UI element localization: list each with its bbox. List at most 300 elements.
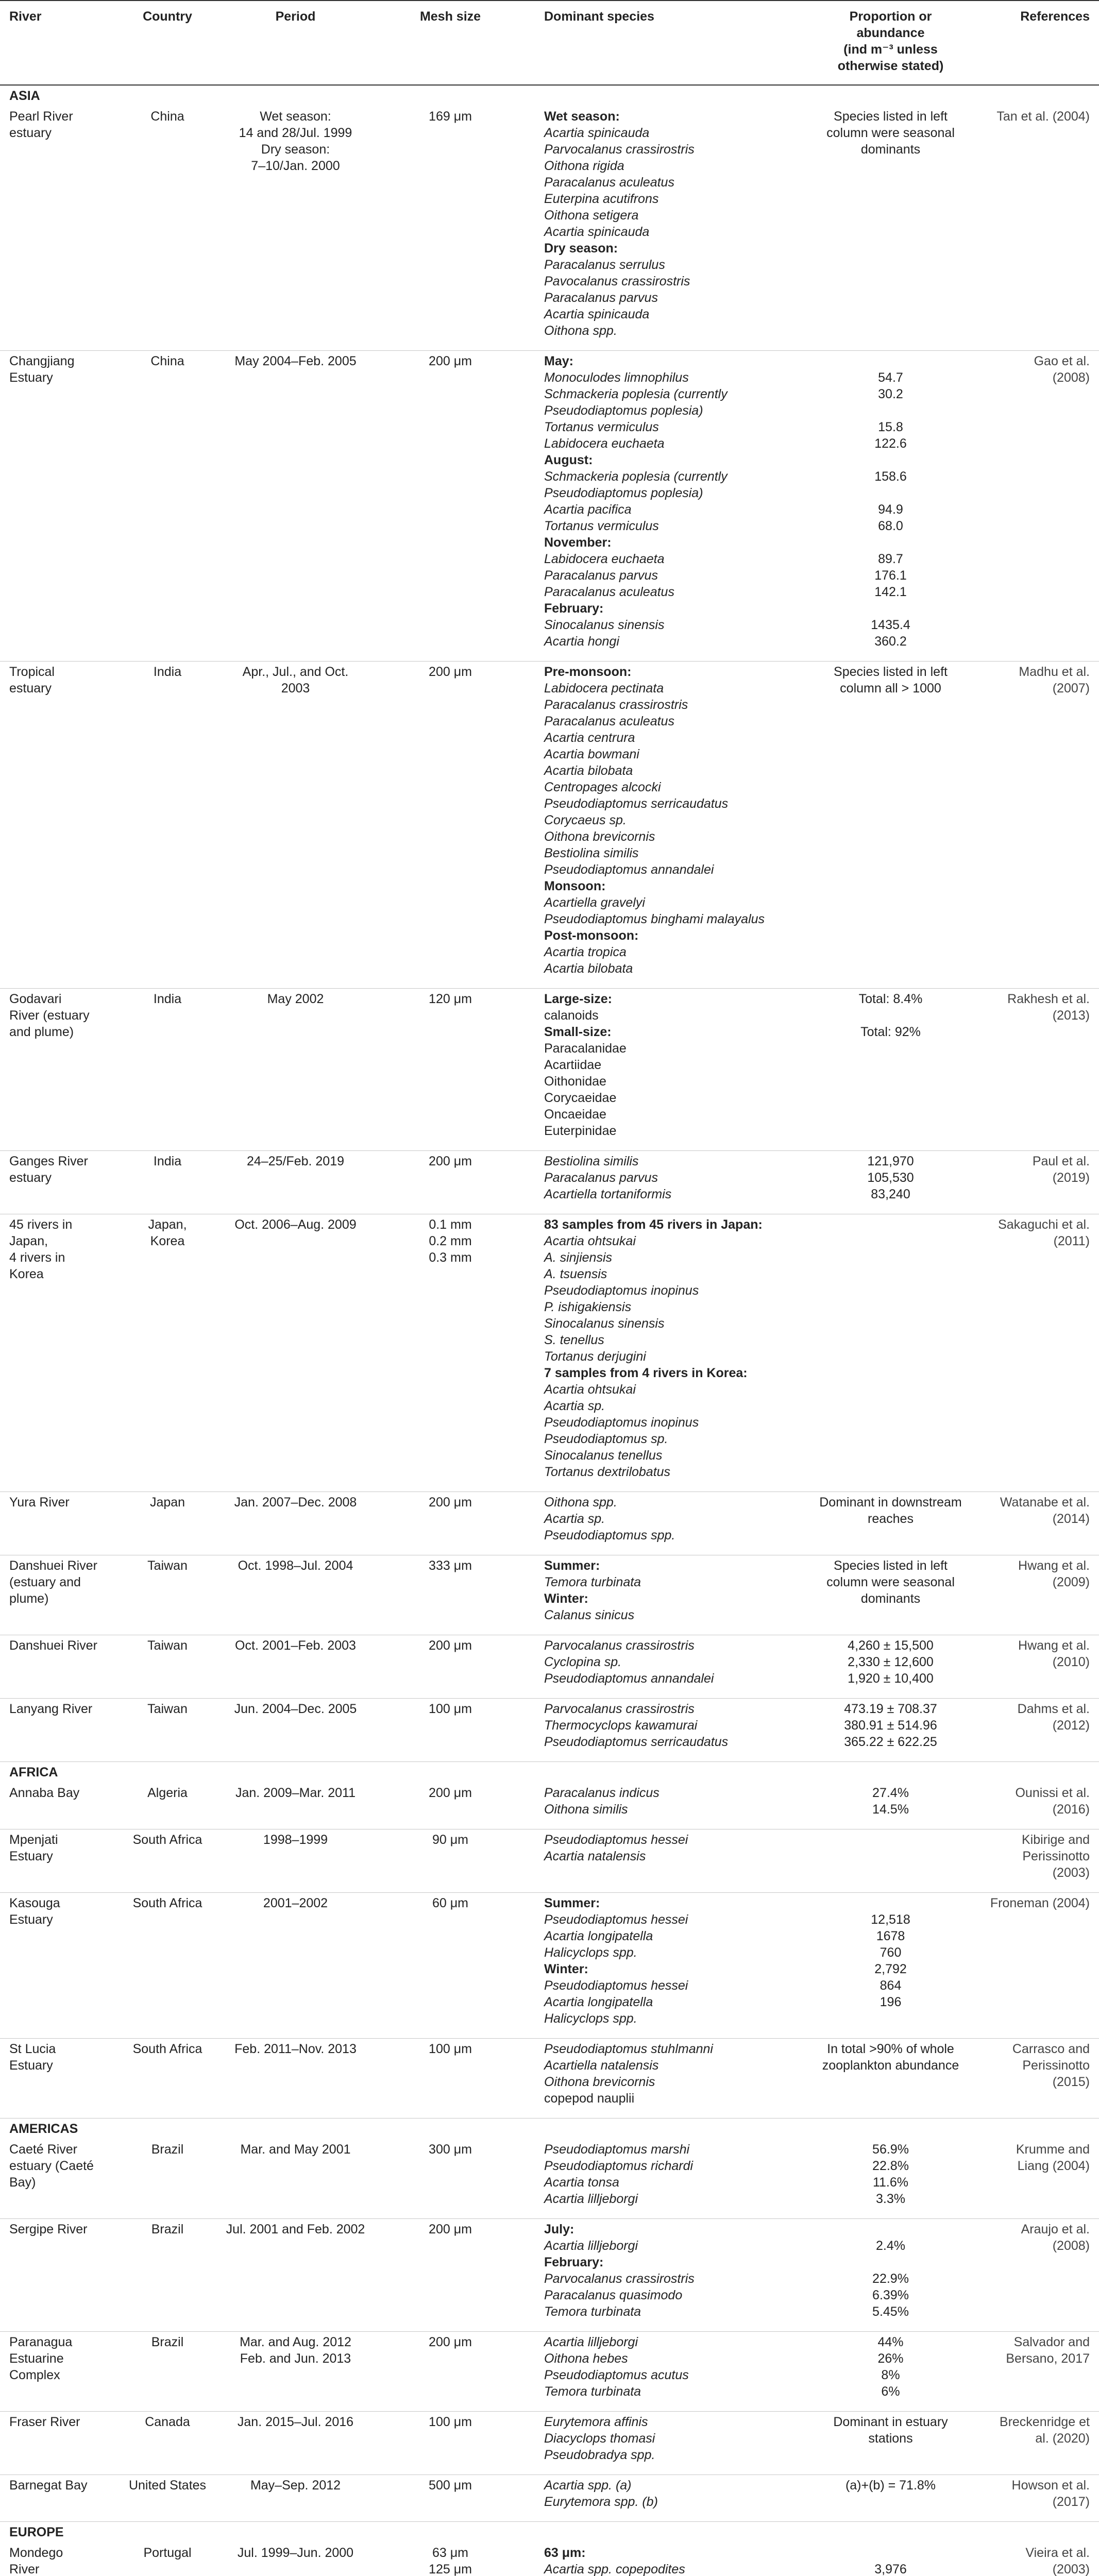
river-cell	[0, 1893, 116, 2039]
period-cell	[219, 2139, 372, 2219]
river-cell	[0, 2332, 116, 2412]
mesh-size-line: 300 μm	[429, 2142, 472, 2157]
region-name: EUROPE	[9, 2525, 64, 2539]
country-cell	[116, 2332, 219, 2412]
species-name: Oncaeidae	[544, 1107, 606, 1122]
species-name: Acartia lilljeborgi	[544, 2239, 638, 2253]
abundance-value: 365.22 ± 622.25	[844, 1735, 937, 1749]
species-group-label: November:	[544, 535, 612, 550]
species-name: Acartiella natalensis	[544, 2058, 659, 2073]
period-line: Jul. 2001 and Feb. 2002	[226, 2222, 365, 2236]
proportion-cell	[802, 1555, 979, 1635]
abundance-value: 6.39%	[872, 2288, 909, 2302]
mesh-cell	[372, 2139, 529, 2219]
abundance-value: 6%	[881, 2384, 900, 2399]
abundance-value	[805, 402, 976, 419]
mesh-cell	[372, 1783, 529, 1829]
proportion-note-line: zooplankton abundance	[822, 2058, 959, 2073]
river-name-line: Estuary	[9, 1912, 53, 1927]
species-name: Paracalanus serrulus	[544, 258, 665, 272]
period-line: Jan. 2007–Dec. 2008	[234, 1495, 357, 1510]
abundance-value	[805, 534, 976, 551]
mesh-cell	[372, 2412, 529, 2475]
species-group-label: February:	[544, 601, 604, 616]
river-cell	[0, 106, 116, 351]
species-name: Halicyclops spp.	[544, 2011, 637, 2026]
reference-line: (2008)	[1052, 370, 1090, 385]
proportion-note-line: stations	[868, 2431, 913, 2446]
abundance-value: 3,976	[874, 2562, 907, 2576]
period-cell	[219, 2412, 372, 2475]
period-line: Jul. 1999–Jun. 2000	[237, 2546, 354, 2560]
species-name: Sinocalanus sinensis	[544, 618, 665, 632]
table-row	[0, 2039, 1099, 2119]
mesh-size-line: 200 μm	[429, 665, 472, 679]
river-cell	[0, 2475, 116, 2522]
reference-cell	[979, 2412, 1099, 2475]
country-cell	[116, 2475, 219, 2522]
proportion-cell	[802, 2139, 979, 2219]
species-name: Pseudodiaptomus hessei	[544, 1833, 688, 1847]
species-name: Acartia bilobata	[544, 764, 633, 778]
period-line: 2001–2002	[263, 1896, 328, 1910]
reference-cell	[979, 1151, 1099, 1214]
mesh-size-line: 100 μm	[429, 1702, 472, 1716]
abundance-value: 54.7	[878, 370, 903, 385]
proportion-note-line: Dominant in estuary	[833, 2415, 948, 2429]
river-cell	[0, 1829, 116, 1893]
species-cell	[529, 2219, 802, 2332]
period-cell	[219, 1783, 372, 1829]
country-cell	[116, 1492, 219, 1555]
species-name: Pseudodiaptomus annandalei	[544, 1671, 714, 1686]
reference-line: Rakhesh et al.	[1007, 992, 1090, 1006]
country-cell	[116, 1783, 219, 1829]
species-cell	[529, 1151, 802, 1214]
country-cell	[116, 2412, 219, 2475]
period-line: Oct. 1998–Jul. 2004	[238, 1558, 353, 1573]
mesh-cell	[372, 1893, 529, 2039]
country-cell	[116, 2039, 219, 2119]
abundance-value	[805, 1216, 976, 1233]
species-name: Labidocera euchaeta	[544, 436, 665, 451]
country-name: Canada	[145, 2415, 190, 2429]
reference-line: (2012)	[1052, 1718, 1090, 1733]
river-name-line: and plume)	[9, 1025, 74, 1039]
species-name: Paracalanus parvus	[544, 291, 658, 305]
species-cell	[529, 2412, 802, 2475]
country-name: India	[153, 1154, 182, 1168]
country-name: Taiwan	[147, 1638, 188, 1653]
reference-line: (2010)	[1052, 1655, 1090, 1669]
species-name: Paracalanus aculeatus	[544, 585, 674, 599]
period-line: Dry season:	[261, 142, 330, 157]
region-name: AMERICAS	[9, 2122, 78, 2136]
species-name: Pseudodiaptomus poplesia)	[544, 486, 703, 500]
species-name: copepod nauplii	[544, 2091, 635, 2106]
abundance-value: 473.19 ± 708.37	[844, 1702, 937, 1716]
river-name-line: Ganges River	[9, 1154, 88, 1168]
species-name: Oithona brevicornis	[544, 829, 655, 844]
species-name: Acartia hongi	[544, 634, 619, 649]
abundance-value: 176.1	[874, 568, 907, 583]
species-name: Acartiidae	[544, 1058, 602, 1072]
reference-cell	[979, 989, 1099, 1151]
species-name: Tortanus vermiculus	[544, 420, 659, 434]
table-row	[0, 2332, 1099, 2412]
species-name: Cyclopina sp.	[544, 1655, 622, 1669]
proportion-note-line: Species listed in left	[834, 665, 948, 679]
river-name-line: Tropical	[9, 665, 55, 679]
reference-line: Sakaguchi et al.	[998, 1217, 1090, 1232]
abundance-value	[805, 1249, 976, 1266]
country-name: India	[153, 992, 182, 1006]
species-name: Acartia ohtsukai	[544, 1234, 636, 1248]
river-name-line: Annaba Bay	[9, 1786, 80, 1800]
river-cell	[0, 2543, 116, 2576]
river-name-line: (estuary and	[9, 1575, 81, 1589]
species-name: Tortanus dextrilobatus	[544, 1465, 671, 1479]
proportion-note-line: dominants	[860, 1591, 921, 1606]
species-name: Parvocalanus crassirostris	[544, 1702, 695, 1716]
reference-line: al. (2020)	[1035, 2431, 1090, 2446]
species-name: Pseudodiaptomus serricaudatus	[544, 796, 729, 811]
abundance-value	[805, 353, 976, 369]
table-row	[0, 351, 1099, 662]
species-cell	[529, 1492, 802, 1555]
reference-cell	[979, 1829, 1099, 1893]
proportion-cell	[802, 662, 979, 989]
abundance-value	[805, 452, 976, 468]
species-name: Oithona rigida	[544, 159, 624, 173]
reference-line: Vieira et al.	[1025, 2546, 1090, 2560]
mesh-size-line: 200 μm	[429, 1638, 472, 1653]
mesh-size-line: 200 μm	[429, 1495, 472, 1510]
period-line: Jun. 2004–Dec. 2005	[234, 1702, 357, 1716]
species-name: Acartia sp.	[544, 1512, 605, 1526]
species-name: Acartia bowmani	[544, 747, 639, 761]
country-cell	[116, 2543, 219, 2576]
period-line: 2003	[281, 681, 310, 696]
species-group-label: February:	[544, 2255, 604, 2269]
country-name: South Africa	[132, 1833, 202, 1847]
species-group-label: 7 samples from 4 rivers in Korea:	[544, 1366, 748, 1380]
species-name: Labidocera pectinata	[544, 681, 664, 696]
mesh-size-line: 200 μm	[429, 354, 472, 368]
abundance-value: 122.6	[874, 436, 907, 451]
abundance-value: 121,970	[867, 1154, 914, 1168]
table-row	[0, 1699, 1099, 1762]
country-cell	[116, 106, 219, 351]
reference-line: Hwang et al.	[1018, 1558, 1090, 1573]
header-proportion-line: otherwise stated)	[837, 59, 944, 73]
species-name: Pseudobradya spp.	[544, 2448, 655, 2462]
species-name: Pavocalanus crassirostris	[544, 274, 690, 289]
reference-line: Madhu et al.	[1019, 665, 1090, 679]
proportion-cell	[802, 1151, 979, 1214]
species-name: Oithona spp.	[544, 324, 617, 338]
species-name: Pseudodiaptomus annandalei	[544, 862, 714, 877]
table-row	[0, 662, 1099, 989]
river-cell	[0, 989, 116, 1151]
header-proportion-line: abundance	[856, 26, 925, 40]
species-name: Pseudodiaptomus richardi	[544, 2159, 694, 2173]
species-name: Oithona similis	[544, 1802, 628, 1817]
reference-cell	[979, 1555, 1099, 1635]
river-name-line: Pearl River	[9, 109, 73, 124]
species-name: Pseudodiaptomus hessei	[544, 1978, 688, 1993]
mesh-cell	[372, 106, 529, 351]
species-name: Paracalanus aculeatus	[544, 175, 674, 190]
mesh-size-line: 200 μm	[429, 2222, 472, 2236]
species-name: Acartia centrura	[544, 731, 635, 745]
species-name: Temora turbinata	[544, 2384, 641, 2399]
country-cell	[116, 351, 219, 662]
species-name: Pseudodiaptomus poplesia)	[544, 403, 703, 418]
abundance-value: 68.0	[878, 519, 903, 533]
proportion-note-line: reaches	[868, 1512, 914, 1526]
species-group-label: Pre-monsoon:	[544, 665, 632, 679]
region-name: AFRICA	[9, 1765, 58, 1780]
species-name: Labidocera euchaeta	[544, 552, 665, 566]
reference-line: (2008)	[1052, 2239, 1090, 2253]
river-cell	[0, 1151, 116, 1214]
species-group-label: Large-size:	[544, 992, 612, 1006]
period-line: 7–10/Jan. 2000	[251, 159, 340, 173]
mesh-size-line: 100 μm	[429, 2415, 472, 2429]
river-name-line: Estuarine	[9, 2351, 64, 2366]
reference-line: Perissinotto	[1022, 1849, 1090, 1863]
abundance-value: 22.9%	[872, 2272, 909, 2286]
species-name: Oithona brevicornis	[544, 2075, 655, 2089]
header-proportion	[802, 1, 979, 85]
species-name: Acartia ohtsukai	[544, 1382, 636, 1397]
species-name: Acartia tropica	[544, 945, 627, 959]
reference-line: Breckenridge et	[999, 2415, 1090, 2429]
species-name: Schmackeria poplesia (currently	[544, 387, 728, 401]
reference-cell	[979, 2475, 1099, 2522]
reference-line: (2003)	[1052, 1866, 1090, 1880]
species-cell	[529, 2475, 802, 2522]
period-line: Jan. 2015–Jul. 2016	[237, 2415, 354, 2429]
reference-line: Howson et al.	[1011, 2478, 1090, 2493]
river-name-line: plume)	[9, 1591, 49, 1606]
abundance-value: 44%	[877, 2335, 904, 2349]
country-name: Japan,	[148, 1217, 187, 1232]
species-group-label: Dry season:	[544, 241, 618, 256]
mesh-size-line: 200 μm	[429, 2335, 472, 2349]
river-name-line: Mpenjati	[9, 1833, 58, 1847]
species-group-label: July:	[544, 2222, 574, 2236]
abundance-value: 89.7	[878, 552, 903, 566]
river-cell	[0, 1492, 116, 1555]
mesh-size-line: 169 μm	[429, 109, 472, 124]
species-name: Paracalanus crassirostris	[544, 698, 688, 712]
species-cell	[529, 1555, 802, 1635]
abundance-value	[805, 2254, 976, 2270]
species-cell	[529, 1699, 802, 1762]
species-name: Pseudodiaptomus sp.	[544, 1432, 668, 1446]
proportion-cell	[802, 2475, 979, 2522]
table-row	[0, 1151, 1099, 1214]
species-group-label: Summer:	[544, 1896, 600, 1910]
period-line: Jan. 2009–Mar. 2011	[235, 1786, 356, 1800]
river-cell	[0, 2412, 116, 2475]
mesh-size-line: 60 μm	[432, 1896, 468, 1910]
species-name: Acartia spp. (a)	[544, 2478, 632, 2493]
abundance-value	[805, 1895, 976, 1911]
country-name: Taiwan	[147, 1702, 188, 1716]
period-line: Apr., Jul., and Oct.	[242, 665, 349, 679]
river-name-line: Kasouga	[9, 1896, 60, 1910]
river-name-line: Barnegat Bay	[9, 2478, 88, 2493]
river-name-line: Mondego	[9, 2546, 63, 2560]
country-name: China	[150, 109, 184, 124]
mesh-cell	[372, 1635, 529, 1699]
species-name: Acartia lilljeborgi	[544, 2192, 638, 2206]
reference-line: (2016)	[1052, 1802, 1090, 1817]
river-name-line: Bay)	[9, 2175, 36, 2190]
period-line: 24–25/Feb. 2019	[246, 1154, 345, 1168]
species-name: Oithona spp.	[544, 1495, 617, 1510]
river-name-line: 45 rivers in	[9, 1217, 73, 1232]
river-name-line: St Lucia	[9, 2042, 56, 2056]
region-row	[0, 2522, 1099, 2543]
abundance-value: 11.6%	[872, 2175, 909, 2190]
proportion-note-line: column all > 1000	[840, 681, 941, 696]
reference-cell	[979, 2219, 1099, 2332]
period-cell	[219, 2475, 372, 2522]
country-cell	[116, 989, 219, 1151]
abundance-value	[805, 1348, 976, 1365]
proportion-cell	[802, 106, 979, 351]
river-name-line: Japan,	[9, 1234, 48, 1248]
reference-line: Dahms et al.	[1017, 1702, 1090, 1716]
species-name: Oithonidae	[544, 1074, 606, 1089]
mesh-size-line: 0.2 mm	[429, 1234, 472, 1248]
country-name: Portugal	[143, 2546, 192, 2560]
species-name: Pseudodiaptomus inopinus	[544, 1283, 699, 1298]
species-name: Schmackeria poplesia (currently	[544, 469, 728, 484]
species-name: Paracalanus quasimodo	[544, 2288, 683, 2302]
species-name: Monoculodes limnophilus	[544, 370, 689, 385]
species-cell	[529, 2332, 802, 2412]
reference-line: Bersano, 2017	[1006, 2351, 1090, 2366]
reference-cell	[979, 1635, 1099, 1699]
table-row	[0, 1783, 1099, 1829]
species-name: Parvocalanus crassirostris	[544, 142, 695, 157]
river-name-line: Sergipe River	[9, 2222, 88, 2236]
period-line: Wet season:	[260, 109, 331, 124]
country-name: South Africa	[132, 2042, 202, 2056]
proportion-note-line: In total >90% of whole	[827, 2042, 954, 2056]
river-name-line: Estuary	[9, 2058, 53, 2073]
period-line: 14 and 28/Jul. 1999	[239, 126, 352, 140]
species-name: Acartiella tortaniformis	[544, 1187, 672, 1201]
reference-line: Krumme and	[1016, 2142, 1090, 2157]
country-cell	[116, 2219, 219, 2332]
mesh-cell	[372, 2332, 529, 2412]
reference-line: Araujo et al.	[1021, 2222, 1090, 2236]
species-name: Corycaeidae	[544, 1091, 617, 1105]
header-mesh-size: Mesh size	[372, 1, 529, 85]
species-name: Acartia spp. copepodites	[544, 2562, 685, 2576]
mesh-size-line: 100 μm	[429, 2042, 472, 2056]
abundance-value	[805, 1299, 976, 1315]
table-row	[0, 2219, 1099, 2332]
river-name-line: Estuary	[9, 370, 53, 385]
species-name: Acartia sp.	[544, 1399, 605, 1413]
abundance-value	[805, 2221, 976, 2238]
reference-line: Liang (2004)	[1017, 2159, 1090, 2173]
mesh-size-line: 0.3 mm	[429, 1250, 472, 1265]
country-cell	[116, 1214, 219, 1492]
header-period: Period	[219, 1, 372, 85]
mesh-cell	[372, 2543, 529, 2576]
header-proportion-line: (ind m⁻³ unless	[843, 42, 938, 57]
abundance-value: 4,260 ± 15,500	[848, 1638, 934, 1653]
species-name: Parvocalanus crassirostris	[544, 2272, 695, 2286]
species-group-label: Summer:	[544, 1558, 600, 1573]
river-name-line: River	[9, 2562, 40, 2576]
country-name: Korea	[150, 1234, 185, 1248]
abundance-value: 142.1	[874, 585, 907, 599]
species-name: Bestiolina similis	[544, 846, 639, 860]
species-name: Acartiella gravelyi	[544, 895, 645, 910]
abundance-value: 1435.4	[871, 618, 910, 632]
proportion-note-line: dominants	[860, 142, 921, 157]
reference-cell	[979, 2543, 1099, 2576]
mesh-cell	[372, 989, 529, 1151]
abundance-value: 1,920 ± 10,400	[848, 1671, 934, 1686]
species-name: Acartia longipatella	[544, 1995, 653, 2009]
river-cell	[0, 1214, 116, 1492]
proportion-note-line: Dominant in downstream	[819, 1495, 962, 1510]
species-name: Oithona setigera	[544, 208, 639, 223]
proportion-note-line: column were seasonal	[826, 1575, 955, 1589]
mesh-size-line: 90 μm	[432, 1833, 468, 1847]
abundance-value: 760	[880, 1945, 902, 1960]
reference-line: Hwang et al.	[1018, 1638, 1090, 1653]
abundance-value: 380.91 ± 514.96	[844, 1718, 937, 1733]
reference-line: Kibirige and	[1021, 1833, 1090, 1847]
abundance-value	[805, 1315, 976, 1332]
country-name: Japan	[149, 1495, 185, 1510]
species-name: Sinocalanus tenellus	[544, 1448, 663, 1463]
table-row	[0, 2139, 1099, 2219]
river-cell	[0, 1783, 116, 1829]
country-name: South Africa	[132, 1896, 202, 1910]
species-name: Paracalanidae	[544, 1041, 627, 1056]
table-row	[0, 989, 1099, 1151]
period-line: May 2002	[267, 992, 324, 1006]
abundance-value	[805, 1106, 976, 1123]
abundance-value	[805, 1832, 976, 1848]
abundance-value: 2,792	[874, 1962, 907, 1976]
species-name: Calanus sinicus	[544, 1608, 635, 1622]
species-name: Acartia longipatella	[544, 1929, 653, 1943]
country-cell	[116, 1555, 219, 1635]
period-cell	[219, 106, 372, 351]
table-row	[0, 2475, 1099, 2522]
proportion-cell	[802, 1492, 979, 1555]
species-name: Pseudodiaptomus stuhlmanni	[544, 2042, 713, 2056]
country-name: India	[153, 665, 182, 679]
proportion-cell	[802, 1783, 979, 1829]
species-name: A. tsuensis	[544, 1267, 607, 1281]
species-group-label: May:	[544, 354, 573, 368]
reference-line: Watanabe et al.	[1000, 1495, 1090, 1510]
